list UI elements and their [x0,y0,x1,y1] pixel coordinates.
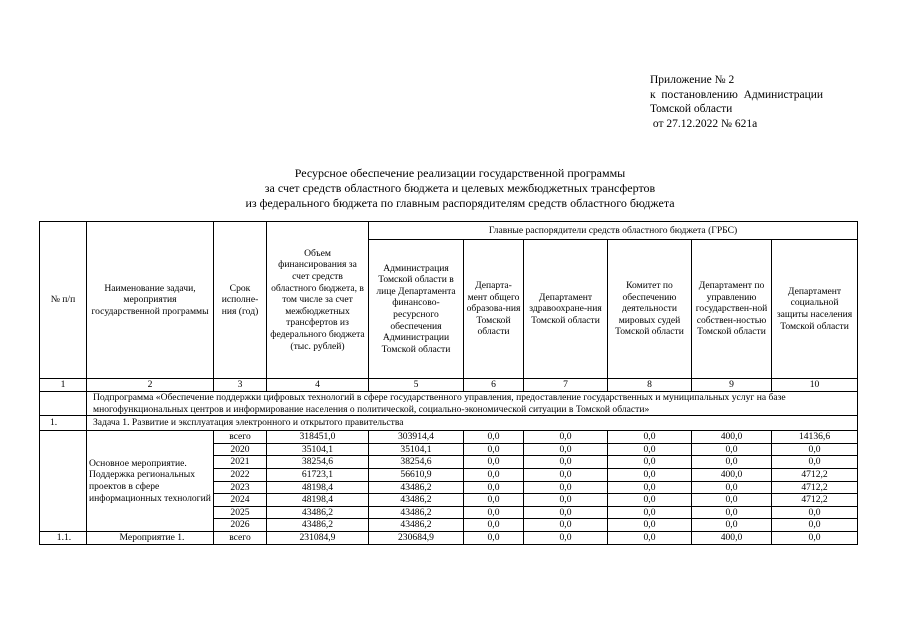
cell-dept-social: 4712,2 [772,481,858,494]
cell-admin: 43486,2 [369,481,464,494]
cell-dept-social: 0,0 [772,506,858,519]
cell-dept-edu: 0,0 [464,531,524,544]
cell-dept-social: 0,0 [772,456,858,469]
main-measure-no-cell [40,431,87,532]
cell-dept-social: 0,0 [772,531,858,544]
cell-volume: 38254,6 [267,456,369,469]
cell-dept-health: 0,0 [524,481,608,494]
cell-dept-health: 0,0 [524,443,608,456]
cell-volume: 43486,2 [267,506,369,519]
cell-committee: 0,0 [608,431,692,444]
cell-admin: 38254,6 [369,456,464,469]
column-number: 2 [87,379,214,392]
cell-year: 2025 [214,506,267,519]
cell-dept-social: 14136,6 [772,431,858,444]
column-number: 10 [772,379,858,392]
header-committee: Комитет по обеспечению деятельности мировых судей Томской области [608,240,692,379]
annex-line-4: от 27.12.2022 № 621а [650,117,758,130]
cell-committee: 0,0 [608,519,692,532]
cell-committee: 0,0 [608,468,692,481]
task-no: 1. [40,416,87,431]
header-dept-edu: Департа-мент общего образова-ния Томской области [464,240,524,379]
cell-dept-edu: 0,0 [464,431,524,444]
cell-dept-property: 0,0 [692,456,772,469]
cell-dept-edu: 0,0 [464,443,524,456]
cell-dept-property: 400,0 [692,531,772,544]
cell-dept-social: 4712,2 [772,494,858,507]
cell-dept-edu: 0,0 [464,456,524,469]
cell-admin: 35104,1 [369,443,464,456]
cell-admin: 56610,9 [369,468,464,481]
cell-committee: 0,0 [608,481,692,494]
measure-no: 1.1. [40,531,87,544]
cell-dept-social: 4712,2 [772,468,858,481]
cell-volume: 48198,4 [267,481,369,494]
cell-dept-health: 0,0 [524,519,608,532]
cell-year: 2026 [214,519,267,532]
column-number: 1 [40,379,87,392]
cell-dept-health: 0,0 [524,456,608,469]
cell-dept-property: 0,0 [692,506,772,519]
cell-dept-social: 0,0 [772,519,858,532]
subprogram-no-cell [40,392,87,416]
cell-committee: 0,0 [608,443,692,456]
column-number: 6 [464,379,524,392]
title-line-3: из федерального бюджета по главным распорядителям средств областного бюджета [245,196,675,210]
cell-dept-property: 0,0 [692,481,772,494]
header-dept-health: Департамент здравоохране-ния Томской области [524,240,608,379]
cell-admin: 303914,4 [369,431,464,444]
task-row [40,416,858,431]
cell-dept-edu: 0,0 [464,481,524,494]
cell-dept-health: 0,0 [524,494,608,507]
cell-year: 2020 [214,443,267,456]
task-text: Задача 1. Развитие и эксплуатация электронного и открытого правительства [87,416,858,431]
cell-year: всего [214,531,267,544]
cell-dept-social: 0,0 [772,443,858,456]
cell-committee: 0,0 [608,456,692,469]
column-number: 4 [267,379,369,392]
measure-name: Мероприятие 1. [87,531,214,544]
cell-year: 2021 [214,456,267,469]
cell-dept-edu: 0,0 [464,468,524,481]
cell-committee: 0,0 [608,494,692,507]
cell-year: 2023 [214,481,267,494]
cell-dept-health: 0,0 [524,468,608,481]
header-dept-property: Департамент по управлению государствен-ной собствен-ностью Томской области [692,240,772,379]
cell-admin: 43486,2 [369,506,464,519]
header-name: Наименование задачи, мероприятия государственной программы [87,222,214,379]
cell-committee: 0,0 [608,531,692,544]
cell-volume: 43486,2 [267,519,369,532]
column-number: 3 [214,379,267,392]
cell-volume: 61723,1 [267,468,369,481]
cell-dept-health: 0,0 [524,531,608,544]
cell-year: всего [214,431,267,444]
cell-volume: 231084,9 [267,531,369,544]
column-number: 8 [608,379,692,392]
title-line-1: Ресурсное обеспечение реализации государственной программы [294,166,626,180]
resource-table [39,221,858,545]
annex-line-3: Томской области [650,103,733,115]
header-volume: Объем финансирования за счет средств областного бюджета, в том числе за счет межбюджетных трансфертов из федерального бюджета (тыс. рублей) [267,222,369,379]
cell-volume: 318451,0 [267,431,369,444]
cell-dept-property: 0,0 [692,443,772,456]
header-grbs: Главные распорядители средств областного бюджета (ГРБС) [369,222,858,240]
column-number: 5 [369,379,464,392]
header-term: Срок исполне-ния (год) [214,222,267,379]
cell-volume: 35104,1 [267,443,369,456]
cell-dept-property: 0,0 [692,494,772,507]
subprogram-text: Подпрограмма «Обеспечение поддержки цифровых технологий в сфере государственного управления, предоставление государственных и муниципальных услуг на базе многофункциональных центров и информирование населения о политической, социально-экономической ситуации в Томской области» [87,392,858,416]
cell-dept-health: 0,0 [524,506,608,519]
cell-dept-edu: 0,0 [464,506,524,519]
cell-year: 2022 [214,468,267,481]
main-measure-name: Основное мероприятие. Поддержка региональных проектов в сфере информационных технологий [87,431,214,532]
cell-volume: 48198,4 [267,494,369,507]
column-number-row [40,379,858,392]
cell-dept-property: 400,0 [692,431,772,444]
cell-year: 2024 [214,494,267,507]
measure-row [40,531,858,544]
header-no: № п/п [40,222,87,379]
table-row [40,431,858,444]
header-admin: Администрация Томской области в лице Департамента финансово-ресурсного обеспечения Администрации Томской области [369,240,464,379]
header-dept-social: Департамент социальной защиты населения Томской области [772,240,858,379]
column-number: 7 [524,379,608,392]
annex-line-2: к постановлению Администрации [650,88,824,101]
cell-admin: 43486,2 [369,519,464,532]
cell-dept-edu: 0,0 [464,494,524,507]
subprogram-row [40,392,858,416]
annex-header [650,73,823,131]
cell-admin: 43486,2 [369,494,464,507]
annex-line-1: Приложение № 2 [650,74,735,86]
title-line-2: за счет средств областного бюджета и целевых межбюджетных трансфертов [264,181,656,195]
cell-admin: 230684,9 [369,531,464,544]
cell-dept-property: 400,0 [692,468,772,481]
cell-committee: 0,0 [608,506,692,519]
cell-dept-health: 0,0 [524,431,608,444]
cell-dept-edu: 0,0 [464,519,524,532]
column-number: 9 [692,379,772,392]
cell-dept-property: 0,0 [692,519,772,532]
document-title [150,166,770,211]
